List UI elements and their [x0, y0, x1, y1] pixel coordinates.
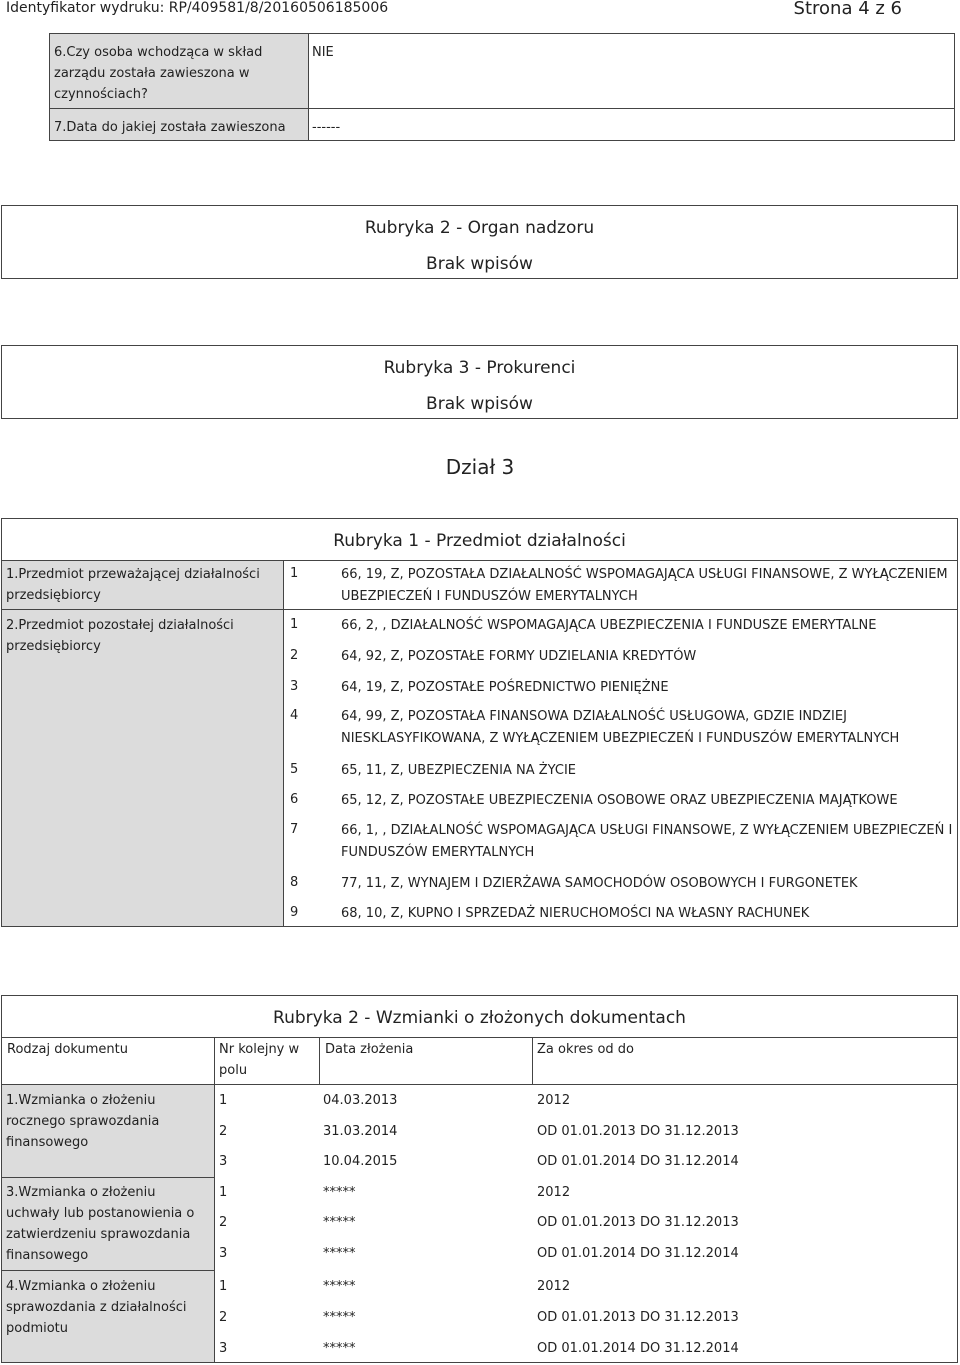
document-period: OD 01.01.2013 DO 31.12.2013	[537, 1124, 739, 1139]
supervisory-board-section	[1, 205, 958, 279]
suspension-table	[49, 33, 955, 141]
suspended-until-value: ------	[312, 120, 341, 135]
document-period: 2012	[537, 1185, 571, 1200]
activity-row-text: 65, 11, Z, UBEZPIECZENIA NA ŻYCIE	[341, 763, 577, 778]
proxies-section	[1, 345, 958, 419]
activity-row-text: 68, 10, Z, KUPNO I SPRZEDAŻ NIERUCHOMOŚCI NA WŁASNY RACHUNEK	[341, 906, 810, 921]
activity-row-text: 64, 99, Z, POZOSTAŁA FINANSOWA DZIAŁALNOŚĆ USŁUGOWA, GDZIE INDZIEJ NIESKLASYFIKOWANA, Z WYŁĄCZENIEM UBEZPIECZEŃ I FUNDUSZÓW EMERYTALNYCH	[341, 709, 900, 746]
activity-row-number: 6	[290, 792, 299, 807]
document-filing-date: *****	[323, 1279, 356, 1294]
document-sequence-number: 1	[219, 1279, 228, 1294]
document-type-label: 3.Wzmianka o złożeniu uchwały lub postanowienia o zatwierdzeniu sprawozdania finansowego	[6, 1185, 195, 1263]
header-filing-date: Data złożenia	[325, 1042, 414, 1057]
document-filing-date: 10.04.2015	[323, 1154, 398, 1169]
suspended-question-label: 6.Czy osoba wchodząca w skład zarządu została zawieszona w czynnościach?	[54, 45, 263, 102]
document-period: OD 01.01.2013 DO 31.12.2013	[537, 1310, 739, 1325]
activity-row-text: 65, 12, Z, POZOSTAŁE UBEZPIECZENIA OSOBOWE ORAZ UBEZPIECZENIA MAJĄTKOWE	[341, 793, 898, 808]
activity-row-text: 66, 2, , DZIAŁALNOŚĆ WSPOMAGAJĄCA UBEZPIECZENIA I FUNDUSZE EMERYTALNE	[341, 618, 877, 633]
page-number: Strona 4 z 6	[793, 0, 902, 19]
document-filing-date: *****	[323, 1215, 356, 1230]
document-sequence-number: 3	[219, 1246, 228, 1261]
document-sequence-number: 1	[219, 1185, 228, 1200]
section-title: Rubryka 3 - Prokurenci	[383, 358, 576, 378]
activity-row-number: 1	[290, 617, 299, 632]
document-filing-date: 31.03.2014	[323, 1124, 398, 1139]
activity-section-title: Rubryka 1 - Przedmiot działalności	[333, 531, 626, 551]
division-title: Dział 3	[445, 455, 515, 479]
activity-row-text: 66, 1, , DZIAŁALNOŚĆ WSPOMAGAJĄCA USŁUGI FINANSOWE, Z WYŁĄCZENIEM UBEZPIECZEŃ I FUNDUSZÓW EMERYTALNYCH	[341, 823, 953, 860]
document-period: 2012	[537, 1279, 571, 1294]
document-sequence-number: 3	[219, 1341, 228, 1356]
document-sequence-number: 2	[219, 1310, 228, 1325]
activity-row-number: 1	[290, 566, 299, 581]
document-period: OD 01.01.2014 DO 31.12.2014	[537, 1246, 739, 1261]
document-sequence-number: 3	[219, 1154, 228, 1169]
activity-row-text: 77, 11, Z, WYNAJEM I DZIERŻAWA SAMOCHODÓW OSOBOWYCH I FURGONETEK	[341, 876, 858, 891]
activity-row-text: 64, 19, Z, POZOSTAŁE POŚREDNICTWO PIENIĘŻNE	[341, 680, 669, 695]
header-sequence-number: Nr kolejny w polu	[219, 1042, 300, 1078]
document-period: OD 01.01.2014 DO 31.12.2014	[537, 1341, 739, 1356]
activity-row-number: 2	[290, 648, 299, 663]
document-type-label: 4.Wzmianka o złożeniu sprawozdania z działalności podmiotu	[6, 1279, 187, 1336]
print-identifier: Identyfikator wydruku: RP/409581/8/20160506185006	[6, 0, 389, 16]
document-filing-date: 04.03.2013	[323, 1093, 398, 1108]
activity-row-number: 9	[290, 905, 299, 920]
document-period: OD 01.01.2014 DO 31.12.2014	[537, 1154, 739, 1169]
header-period: Za okres od do	[537, 1042, 634, 1057]
header-document-type: Rodzaj dokumentu	[7, 1042, 128, 1057]
document-filing-date: *****	[323, 1185, 356, 1200]
document-filing-date: *****	[323, 1246, 356, 1261]
no-entries-text: Brak wpisów	[426, 254, 533, 274]
section-title: Rubryka 2 - Organ nadzoru	[364, 218, 595, 238]
document-type-label: 1.Wzmianka o złożeniu rocznego sprawozdania finansowego	[6, 1093, 160, 1150]
activity-row-text: 64, 92, Z, POZOSTAŁE FORMY UDZIELANIA KREDYTÓW	[341, 649, 697, 664]
activity-row-number: 7	[290, 822, 299, 837]
document-sequence-number: 2	[219, 1215, 228, 1230]
other-activity-label: 2.Przedmiot pozostałej działalności przedsiębiorcy	[6, 618, 234, 654]
activity-row-number: 5	[290, 762, 299, 777]
activity-row-number: 3	[290, 679, 299, 694]
suspended-answer: NIE	[312, 45, 334, 60]
document-period: 2012	[537, 1093, 571, 1108]
document-filing-date: *****	[323, 1310, 356, 1325]
activity-row-text: 66, 19, Z, POZOSTAŁA DZIAŁALNOŚĆ WSPOMAGAJĄCA USŁUGI FINANSOWE, Z WYŁĄCZENIEM UBEZPIECZEŃ I FUNDUSZÓW EMERYTALNYCH	[341, 567, 948, 604]
document-sequence-number: 1	[219, 1093, 228, 1108]
documents-section-title: Rubryka 2 - Wzmianki o złożonych dokumentach	[273, 1008, 686, 1028]
document-filing-date: *****	[323, 1341, 356, 1356]
document-period: OD 01.01.2013 DO 31.12.2013	[537, 1215, 739, 1230]
activity-row-number: 4	[290, 708, 299, 723]
suspended-until-label: 7.Data do jakiej została zawieszona	[54, 120, 286, 135]
main-activity-label: 1.Przedmiot przeważającej działalności przedsiębiorcy	[6, 567, 260, 603]
document-sequence-number: 2	[219, 1124, 228, 1139]
activity-row-number: 8	[290, 875, 299, 890]
no-entries-text: Brak wpisów	[426, 394, 533, 414]
